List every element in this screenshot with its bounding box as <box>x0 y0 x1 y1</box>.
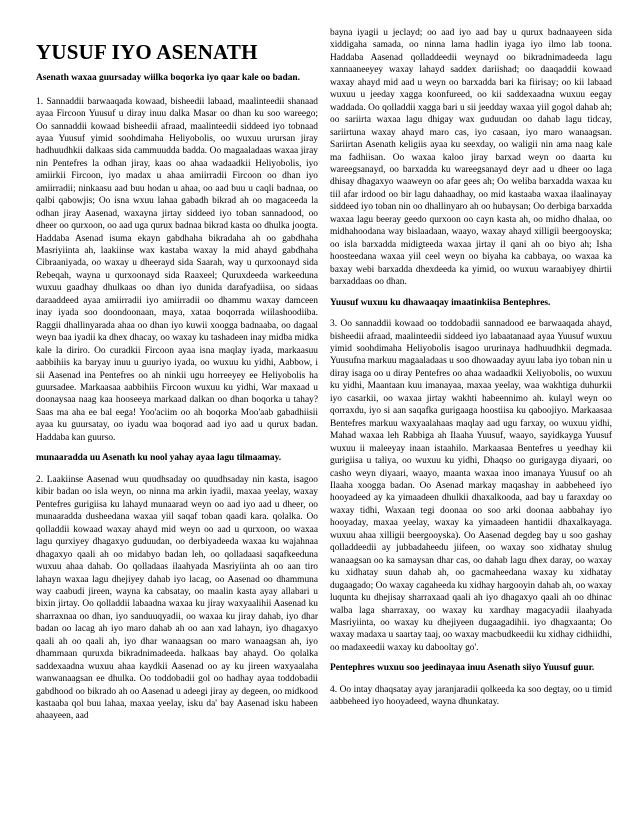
document-subtitle: Asenath waxaa guursaday wiilka boqorka iyo qaar kale oo badan. <box>36 73 300 83</box>
paragraph-3: 3. Oo sannaddii kowaad oo toddobadii sannadood ee barwaaqada ahayd, bisheedii afraad, maalinteedii siddeed iyo labaatanaad ayaa Yuusuf wuxuu yimid soohdimaha Heliyobolis isagoo ururinaya hadhuudhkii degmada. Yuusufna markuu magaaladaas u soo dhowaaday ayuu laba iyo toban nin u diray isaga oo u diray Pentefres oo ahaa wadaadkii Xeliyobolis, oo wuxuu ku yidhi, Maantaan kuu imanayaa, maxaa yeelay, waa wakhtiga duhurkii iyo casarkii, oo waxaa jirtay wakhti habeennimo ah. kulayl weyn oo qorraxdu, iyo si aan saqafka gurigaaga hoostiisa ku qaboojiyo. Markaasaa Bentefres markuu waxyaalahaas maqlay aad ugu farxay, oo wuxuu yidhi, Mahad waxaa leh Rabbiga ah Ilaaha Yuusuf, waayo, sayidkayga Yuusuf wuxuu ii maleeyay inaan istaahilo. Markaasaa Bentefres u yeedhay kii gurigiisa u taliya, oo wuxuu ku yidhi, Dhaqso oo gurigayga diyaari, oo casho weyn diyaari, waayo, maanta waxaa inoo imanaya Yuusuf oo ah Ilaaha xoogga badan. Oo Asenad markay maqashay in aabbeheed iyo hooyadeed ay ka yimaadeen dhulkii dhaxalkooda, aad bay u faraxday oo waxay tidhi, Waxaan tegi doonaa oo soo arki doonaa aabbahay iyo hooyaday, maxaa yeelay, waxay ka yimaadeen hantidii dhaxalkayaga. wuxuu ahaa xilligii beergooyska). Oo Aasenad degdeg bay u soo gashay qolladdeedii ay jubbadaheedu jiifeen, oo waxay soo xidhatay shulug wanaagsan oo ka samaysan dhar cas, oo dahab lagu dhex daray, oo waxay ku xidhatay suun dahab ah, oo gacmaheedana waxay ku xidhatay dugaagado; Oo waxay cagaheeda ku xidhay hargooyin dahab ah, oo waxay luqunta ku dhejisay sharraxaad qaali ah iyo dhagaxyo qaali ah oo dhinac walba laga sharraxay, oo waxay ku xardhay magacyadii ilaahyada Masriyiinta, oo waxay ku dhejiyeen dugaagadihii. iyo dhagxaanta; Oo waxay madaxa u saartay taaj, oo waxay macbudkeedii ku xidhay cidhiidhi, oo madaxeedii waxay ku dabooltay go'. <box>330 319 612 653</box>
section-heading-4: Pentephres wuxuu soo jeedinayaa inuu Asenath siiyo Yuusuf guur. <box>330 663 595 674</box>
section-heading-2: munaaradda uu Asenath ku nool yahay ayaa lagu tilmaamay. <box>36 453 282 464</box>
paragraph-1: 1. Sannaddii barwaaqada kowaad, bisheedii labaad, maalinteedii shanaad ayaa Fircoon Yuusuf u diray inuu dalka Masar oo dhan ku soo wareego; Oo sannaddii kowaad bisheedii afraad, maalinteedii siddeed iyo tobnaad ayaa Yuusuf yimid soohdimaha Heliyobolis, oo wuxuu urursan jiray hadhuudhkii dalkaas sida cammuudda badda. Oo magaaladaas waxaa jiray nin Pentefres la odhan jiray, kaas oo ahaa wadaadkii Heliyobolis, iyo amiirkii Fircoon, iyo madax u ahaa amiirradii Fircoon oo dhan iyo amiirradii; ninkaasu aad buu hodan u ahaa, oo aad buu u caqli badnaa, oo qalbi qabowjis; Oo isna wxuu lahaa gabadh bikrad ah oo magaceeda la odhan jiray Aasenad, waxayna jirtay siddeed iyo toban sannadood, oo dheer oo qurxoon, oo aad uga qurux badnaa bikrad kasta oo dhulka joogta. Haddaba Asenad isuma ekayn gabdhaha bikradaha ah oo gabdhaha Masriyiinta ah, laakiinse wax kastaba waxay la mid ahayd gabdhaha Cibraaniyada, oo waxay u dheerayd sida Saarah, way u qurxoonayd sida Rebeqah, wayna u qurxoonayd sida Raaxeel; Quruxdeeda warkeeduna wuxuu gaadhay dhulkaas oo dhan iyo dunida darafyadiisa, oo sidaas daraaddeed ayaa amiirradii iyo amiirradii oo dhammu waxay damceen inay iyada soo doondoonaan, maya, xataa boqorrada wiilashoodiiba. Raggii dhallinyarada ahaa oo dhan iyo kuwii xoogga badnaaba, oo dagaal weyn baa iyadii ka dhex dhacay, oo waxay ku tashadeen inay midba midka kale la diriro. Oo curadkii Fircoon ayaa isna maqlay iyada, markaasuu aabbihiis ka baryay inuu u guuriyo iyada, oo wuxuu ku yidhi, Aabbow, i sii Aasenad ina Pentefres oo ah ninkii ugu horreeyey ee Heliyobolis ha guursadee. Markaasaa aabbihiis Fircoon wuxuu ku yidhi, War maxaad u doonaysaa naag kaa hooseeya markaad dalkan oo dhan boqorka u tahay? Saas ma aha ee bal eega! Yoo'aciim oo ah boqorka Moo'aab gabadhiisii ayaa ku guursatay, oo iyadu waa boqorad aad iyo aad u qurux badan. Haddaba kan guurso. <box>36 96 318 443</box>
right-column <box>330 27 612 824</box>
document-title: YUSUF IYO ASENATH <box>36 40 258 64</box>
section-heading-3: Yuusuf wuxuu ku dhawaaqay imaatinkiisa Bentephres. <box>330 297 551 308</box>
left-column <box>36 40 318 824</box>
paragraph-2: 2. Laakiinse Aasenad wuu quudhsaday oo quudhsaday nin kasta, isagoo kibir badan oo isla weyn, oo ninna ma arkin iyadii, maxaa yeelay, waxay Pentefres gurigiisa ku lahayd munaarad weyn oo aad iyo aad u dheer, oo munaaradda dusheedana waxaa yiil saqaf toban qaadi kara. qolalka. Oo qolladdii kowaad waxay ahayd mid weyn oo aad u qurxoon, oo waxaa lagu qurxiyey dhagaxyo guduudan, oo derbiyadeeda waxaa ku wajahnaa dhagaxyo qaali ah oo midabyo badan leh, oo qolladaasi saqafkeeduna wuxuu ahaa dahab. Oo qolladaas ilaahyada Masriyiinta ah oo aan tiro lahayn waxaa lagu dhejiyey dahab iyo lacag, oo Aasenad oo dhammuna way caabudi jireen, wayna ka cabsatay, oo maalin kasta ayay allabari u bixin jirtay. Oo qolladdii labaadna waxaa ku jiray waxyaalihii Aasenad ku sharraxnaa oo dhan, iyo sanduuqyadii, oo waxaa ku jiray dahab, iyo dhar badan oo lacag ah iyo maro dahab ah oo aan xad lahayn, iyo dhagaxyo qaali ah oo qaali ah, iyo dhar wanaagsan oo maro wanaagsan ah, iyo dhammaan quruxda bikradnimadeeda. halkaas bay ahayd. Oo qolalka saddexaadna wuxuu ahaa kaydkii Aasenad oo ay ku jireen waxyaalaha wanwanaagsan ee dhulka. Oo toddobadii gol oo hadhay ayaa toddobadii gabdhood oo bikrado ah oo Aasenad u adeegi jiray ay degeen, oo midkood kastaaba qol buu lahaa, maxaa yeelay, isku da' bay Aasenad isku habeen ahaayeen, aad <box>36 474 318 722</box>
paragraph-4: 4. Oo intay dhaqsatay ayay jaranjaradii qolkeeda ka soo degtay, oo u timid aabbeheed iyo hooyadeed, wayna dhunkatay. <box>330 684 612 708</box>
paragraph-2-continued: bayna iyagii u jeclayd; oo aad iyo aad bay u qurux badnaayeen sida xiddigaha samada, oo ninna lama hadlin iyaga iyo ilmo lab toona. Haddaba Aasenad qolladdeedii weynayd oo bikradnimadeeda lagu xannaaneeyey waxay lahayd saddex dariishad; oo daaqaddii kowaad waxay ahayd mid aad u weyn oo barxadda bari ka fiirisay; oo kii labaad wuxuu u jeeday xagga koonfureed, oo kii saddexaadna wuxuu eegay waddada. Oo qolladdii xagga bari u sii jeedday waxaa yiil gogol dahab ah; oo sariirta waxaa lagu dhigay wax guduudan oo dahab lagu tidcay, sariirtuna waxay ahayd maro cas, iyo casaan, iyo maro wanaagsan. Sariirtan Asenath keligiis ayaa ku seexday, oo waligii nin ama naag kale ma fadhiisan. Oo waxaa kaloo jiray barxad weyn oo daarta ku wareegsanayd, oo barxadda ku wareegsanayd deyr aad u dheer oo laga dhisay dhagaxyo waaweyn oo afar gees ah; Oo weliba barxadda waxaa ku tiil afar irdood oo bir lagu dahaadhay, oo mid kastaaba waxaa ilaalinayay siddeed iyo toban nin oo dhallinyaro ah oo hubaysan; Oo derbiga barxadda waxaa lagu beeray geedo qurxoon oo cayn kasta ah, oo midho dhalaa, oo midhahoodana way bislaadaan, waayo, waxay ahayd xilligii beergooyska; oo isla barxadda midigteeda waxaa jirtay il qani ah oo biyo ah; Isha hoosteedana waxaa yiil ceel weyn oo biyaha ka cabbaya, oo waxaa ka baxay webi barxadda dhexdeeda ka yimid, oo wuxuu waraabiyey dhirtii barxaddaas oo dhan. <box>330 28 612 288</box>
